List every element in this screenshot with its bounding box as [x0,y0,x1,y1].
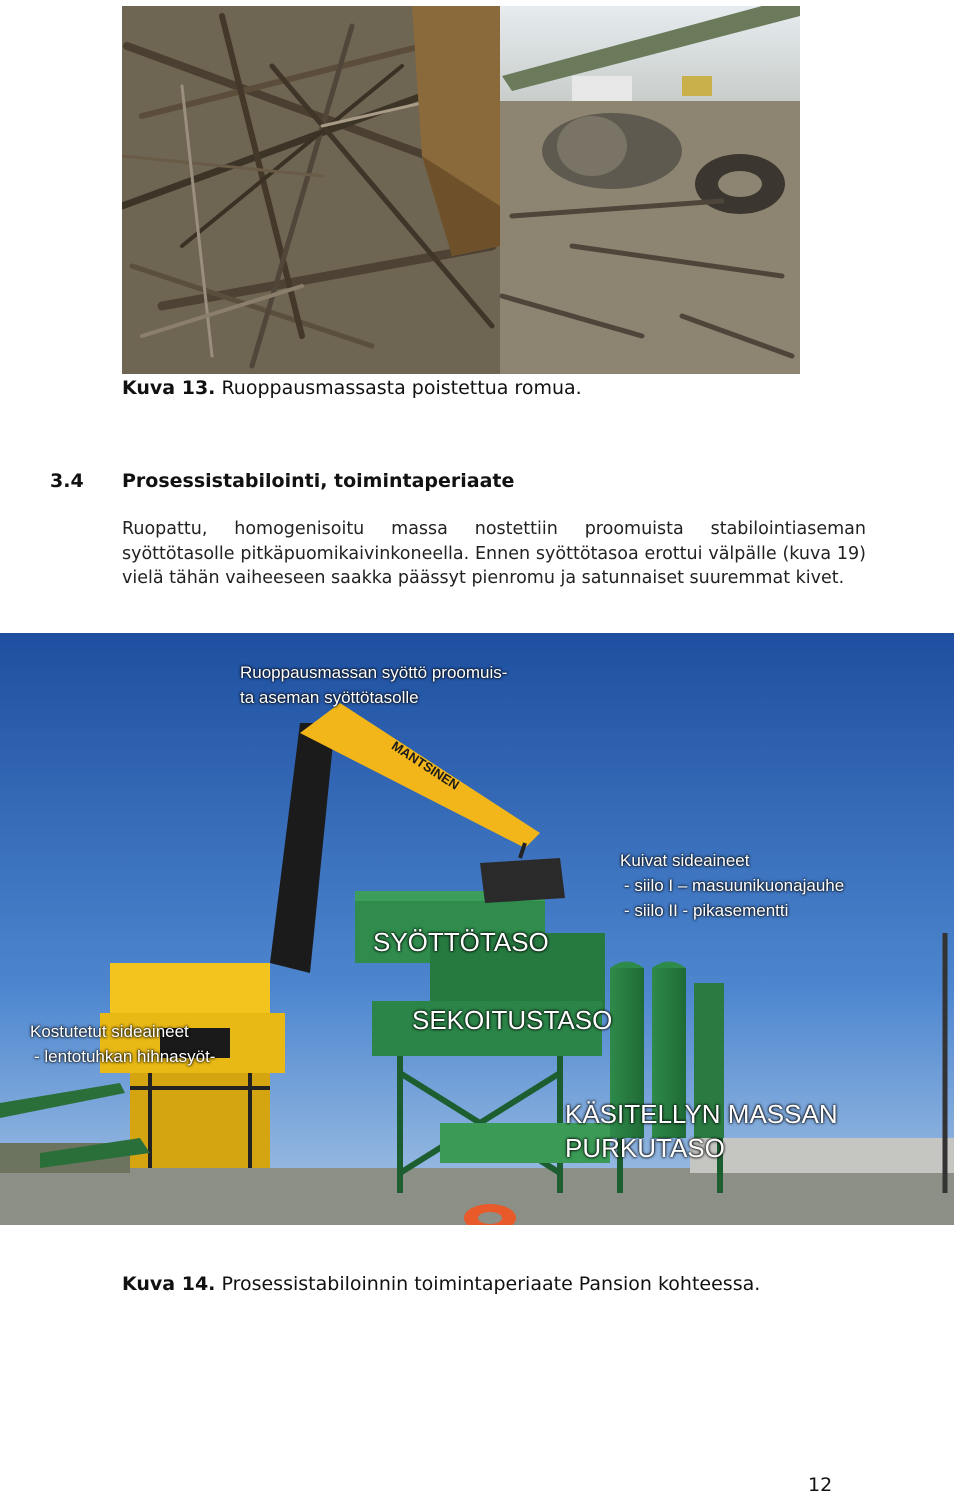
label-purkutaso [565,1097,838,1165]
label-purku-line2: PURKUTASO [565,1133,725,1163]
section-paragraph: Ruopattu, homogenisoitu massa nostettiin proomuista stabilointiaseman syöttötasolle pitkäpuomikaivinkoneella. Ennen syöttötasoa erottui välpälle (kuva 19) vielä tähän vaiheeseen saakka päässyt pienromu ja satunnaiset suuremmat kivet. [122,519,866,588]
label-purku-line1: KÄSITELLYN MASSAN [565,1099,838,1129]
figure14-caption [122,1273,760,1295]
figure13-caption-label: Kuva 13. [122,377,216,399]
label-syottotaso: SYÖTTÖTASO [373,927,549,957]
figure13-caption [122,377,582,399]
section-number: 3.4 [50,470,84,492]
label-sekoitustaso: SEKOITUSTASO [412,1005,613,1035]
label-dry-binders [620,848,844,923]
section-title: Prosessistabilointi, toimintaperiaate [122,470,515,492]
label-feed-line1: Ruoppausmassan syöttö proomuis- [240,663,508,682]
figure14-caption-text: Prosessistabiloinnin toimintaperiaate Pansion kohteessa. [221,1273,761,1295]
figure13-caption-text: Ruoppausmassasta poistettua romua. [221,377,582,399]
label-dry-item1: - siilo I – masuunikuonajauhe [624,876,845,895]
stabilization-plant-photo [0,633,954,1225]
figure14-caption-label: Kuva 14. [122,1273,216,1295]
boom-brand-label: MANTSINEN [388,738,462,793]
label-wet-binders [30,1019,215,1069]
label-wet-item1: - lentotuhkan hihnasyöt- [34,1047,216,1066]
page-number: 12 [808,1474,833,1496]
label-dry-title: Kuivat sideaineet [620,851,750,870]
section-heading [50,470,514,492]
label-dry-item2: - siilo II - pikasementti [624,901,789,920]
scrap-photo [122,6,800,374]
scrap-photo-drawing [122,6,800,374]
label-feed-line2: ta aseman syöttötasolle [240,688,419,707]
label-wet-title: Kostutetut sideaineet [30,1022,189,1041]
label-feed [240,660,507,710]
